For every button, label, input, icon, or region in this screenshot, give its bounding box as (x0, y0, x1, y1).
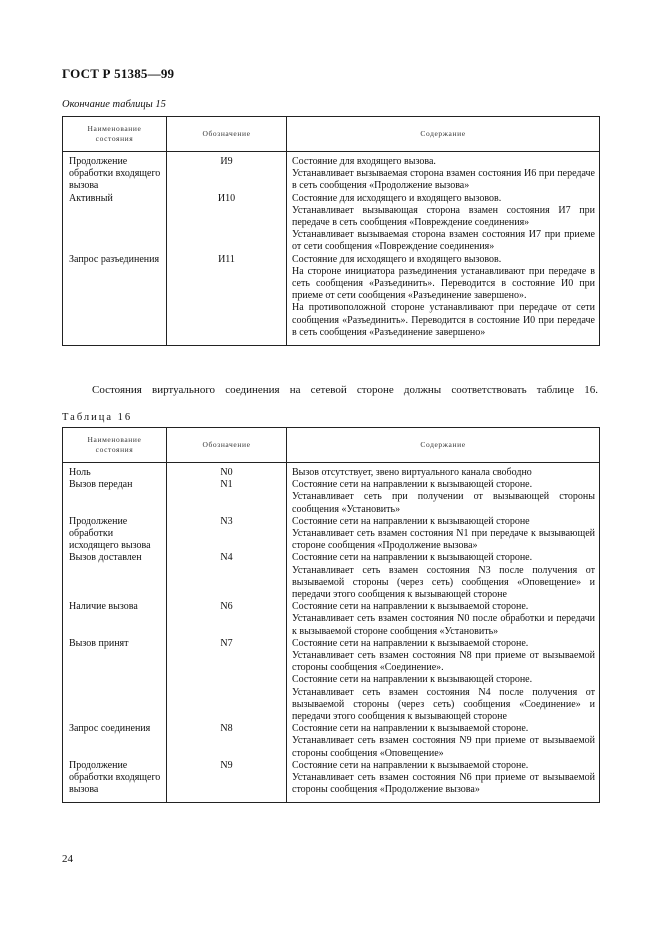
state-content-cell: Состояние сети на направлении к вызываемой стороне. Устанавливает сеть взамен состояния N0 после обработки и передачи к вызываемой стороне сообщения «Установить» (292, 601, 595, 637)
table-row (63, 601, 600, 638)
table-row (63, 152, 600, 193)
state-name-cell: Запрос соединения (69, 723, 151, 735)
table-row (63, 463, 600, 480)
state-content-cell: Состояние для исходящего и входящего вызовов. Устанавливает вызывающая сторона взамен состояния И7 при передаче в сеть сообщения «Повреждение соединения» Устанавливает вызываемая сторона взамен состояния И7 при приеме от сети сообщения «Повреждение соединения» (292, 192, 595, 253)
column-header-code: Обозначение (167, 428, 287, 463)
state-content-cell: Состояние сети на направлении к вызывающей стороне. Устанавливает сеть при получении от вызывающей стороны сообщения «Установить» (292, 479, 595, 515)
state-content-cell: Состояние сети на направлении к вызывающей стороне Устанавливает сеть взамен состояния N1 при передаче к вызывающей стороне сообщения «Продолжение вызова» (292, 515, 595, 552)
table-row (63, 552, 600, 601)
state-code-cell: N7 (167, 638, 287, 723)
state-content-cell: Состояние сети на направлении к вызываемой стороне. Устанавливает сеть взамен состояния N9 при приеме от вызываемой стороны сообщения «Оповещение» (292, 723, 595, 759)
state-name-cell: Активный (69, 192, 113, 204)
table-row (63, 516, 600, 553)
state-content-cell: Состояние сети на направлении к вызываемой стороне. Устанавливает сеть взамен состояния N6 при приеме от вызываемой стороны сообщения «Продолжение вызова» (292, 759, 595, 796)
table15-caption: Окончание таблицы 15 (62, 99, 166, 110)
column-header-name: Наименование состояния (63, 117, 167, 152)
table-row (63, 479, 600, 516)
state-code-cell: N1 (167, 479, 287, 516)
state-name-cell: Продолжение обработки входящего вызова (69, 156, 161, 192)
state-code-cell: N6 (167, 601, 287, 638)
table-16 (62, 427, 600, 803)
state-name-cell: Вызов доставлен (69, 552, 142, 564)
column-header-code: Обозначение (167, 117, 287, 152)
state-name-cell: Наличие вызова (69, 601, 138, 613)
state-name-cell: Ноль (69, 467, 91, 478)
table-row (63, 254, 600, 346)
state-code-cell: N8 (167, 723, 287, 760)
table-row (63, 638, 600, 723)
table15-body (63, 152, 600, 346)
page-number: 24 (62, 853, 73, 865)
state-name-cell: Вызов принят (69, 637, 129, 649)
table-row (63, 193, 600, 254)
body-paragraph: Состояния виртуального соединения на сетевой стороне должны соответствовать таблице 16. (92, 384, 598, 396)
table-15 (62, 116, 600, 346)
state-name-cell: Вызов передан (69, 479, 133, 491)
table-row (63, 723, 600, 760)
column-header-name: Наименование состояния (63, 428, 167, 463)
state-content-cell: Состояние сети на направлении к вызывающей стороне. Устанавливает сеть взамен состояния N3 после получения от вызываемой стороны (через сеть) сообщения «Оповещение» и передачи этого сообщения к вызывающей стороне (292, 552, 595, 601)
table16-body (63, 463, 600, 803)
state-name-cell: Продолжение обработки входящего вызова (69, 759, 161, 796)
state-code-cell: N9 (167, 760, 287, 803)
state-name-cell: Запрос разъединения (69, 253, 160, 265)
state-code-cell: И10 (167, 193, 287, 254)
state-name-cell: Продолжение обработки исходящего вызова (69, 515, 151, 552)
state-content-cell: Вызов отсутствует, звено виртуального канала свободно (292, 467, 532, 478)
column-header-content: Содержание (287, 117, 600, 152)
state-content-cell: Состояние для исходящего и входящего вызовов. На стороне инициатора разъединения устанавливают при передаче в сеть сообщения «Разъединить». Переводится в состояние И0 при приеме от сети сообщения «Разъединение завершено». На противоположной стороне устанавливают при передаче от сети сообщения «Разъединить». Переводится в состояние И0 при передаче в сеть сообщения «Разъединение завершено» (292, 253, 595, 338)
table16-caption: Таблица 16 (62, 412, 133, 423)
state-content-cell: Состояние сети на направлении к вызываемой стороне. Устанавливает сеть взамен состояния N8 при приеме от вызываемой стороны сообщения «Соединение». Состояние сети на направлении к вызывающей стороне. Устанавливает сеть взамен состояния N4 после получения от вызываемой стороны (через сеть) сообщения «Соединение» и передачи этого сообщения к вызывающей стороне (292, 637, 595, 723)
state-content-cell: Состояние для входящего вызова. Устанавливает вызываемая сторона взамен состояния И6 при передаче в сеть сообщения «Продолжение вызова» (292, 156, 595, 192)
state-code-cell: И9 (167, 152, 287, 193)
table-row (63, 760, 600, 803)
document-header: ГОСТ Р 51385—99 (62, 66, 175, 81)
state-code-cell: N3 (167, 516, 287, 553)
state-code-cell: N0 (167, 463, 287, 480)
state-code-cell: N4 (167, 552, 287, 601)
column-header-content: Содержание (287, 428, 600, 463)
state-code-cell: И11 (167, 254, 287, 346)
